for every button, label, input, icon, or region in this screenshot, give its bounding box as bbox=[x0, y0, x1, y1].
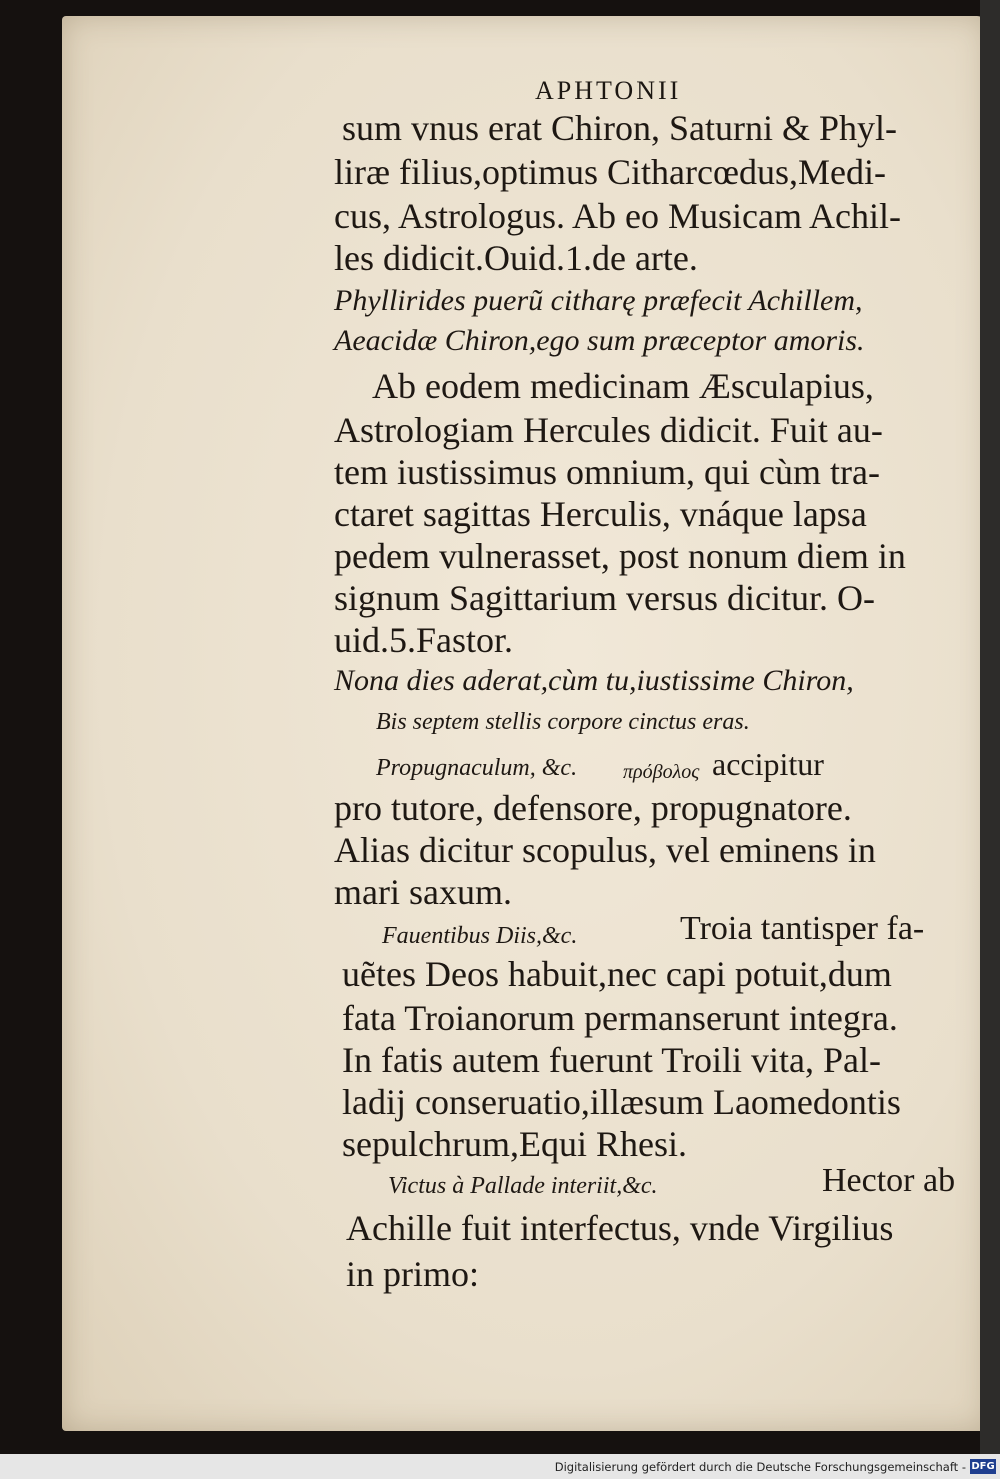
text-line: fata Troianorum permanserunt integra. bbox=[342, 998, 898, 1038]
running-head: APHTONII bbox=[535, 76, 682, 105]
text-line: pro tutore, defensore, propugnatore. bbox=[334, 788, 852, 828]
text-line: accipitur bbox=[712, 746, 824, 782]
text-line: signum Sagittarium versus dicitur. O- bbox=[334, 578, 875, 618]
text-line: tem iustissimus omnium, qui cùm tra- bbox=[334, 452, 880, 492]
text-line: sum vnus erat Chiron, Saturni & Phyl- bbox=[342, 108, 897, 148]
text-line: pedem vulnerasset, post nonum diem in bbox=[334, 536, 906, 576]
text-line: ctaret sagittas Herculis, vnáque lapsa bbox=[334, 494, 867, 534]
verse-line: Bis septem stellis corpore cinctus eras. bbox=[376, 709, 750, 735]
lemma: Victus à Pallade interiit,&c. bbox=[388, 1173, 658, 1199]
dfg-logo-icon: DFG bbox=[971, 1461, 995, 1472]
text-line: uẽtes Deos habuit,nec capi potuit,dum bbox=[342, 954, 892, 994]
greek-word: πρόβολος bbox=[623, 761, 700, 783]
lemma: Fauentibus Diis,&c. bbox=[382, 923, 578, 949]
text-line: Hector ab bbox=[822, 1162, 956, 1199]
verse-line: Phyllirides puerũ citharę præfecit Achillem, bbox=[334, 284, 863, 317]
text-line: Alias dicitur scopulus, vel eminens in bbox=[334, 830, 876, 870]
text-line: liræ filius,optimus Citharcœdus,Medi- bbox=[334, 152, 886, 192]
text-line: Achille fuit interfectus, vnde Virgilius bbox=[346, 1208, 894, 1248]
text-line: Troia tantisper fa- bbox=[680, 910, 925, 947]
scan-edge bbox=[980, 0, 1000, 1479]
text-line: les didicit.Ouid.1.de arte. bbox=[334, 238, 698, 278]
verse-line: Nona dies aderat,cùm tu,iustissime Chiron, bbox=[334, 664, 854, 697]
text-line: In fatis autem fuerunt Troili vita, Pal- bbox=[342, 1040, 881, 1080]
text-line: sepulchrum,Equi Rhesi. bbox=[342, 1124, 687, 1164]
verse-line: Aeacidæ Chiron,ego sum præceptor amoris. bbox=[334, 324, 865, 357]
text-line: cus, Astrologus. Ab eo Musicam Achil- bbox=[334, 196, 901, 236]
text-line: in primo: bbox=[346, 1254, 479, 1294]
text-line: uid.5.Fastor. bbox=[334, 620, 514, 660]
text-line: Ab eodem medicinam Æsculapius, bbox=[372, 366, 874, 406]
text-line: Astrologiam Hercules didicit. Fuit au- bbox=[334, 410, 883, 450]
lemma: Propugnaculum, &c. bbox=[376, 755, 578, 781]
text-line: mari saxum. bbox=[334, 872, 512, 912]
funding-note: Digitalisierung gefördert durch die Deutsche Forschungsgemeinschaft - bbox=[554, 1460, 966, 1474]
text-line: ladij conseruatio,illæsum Laomedontis bbox=[342, 1082, 901, 1122]
